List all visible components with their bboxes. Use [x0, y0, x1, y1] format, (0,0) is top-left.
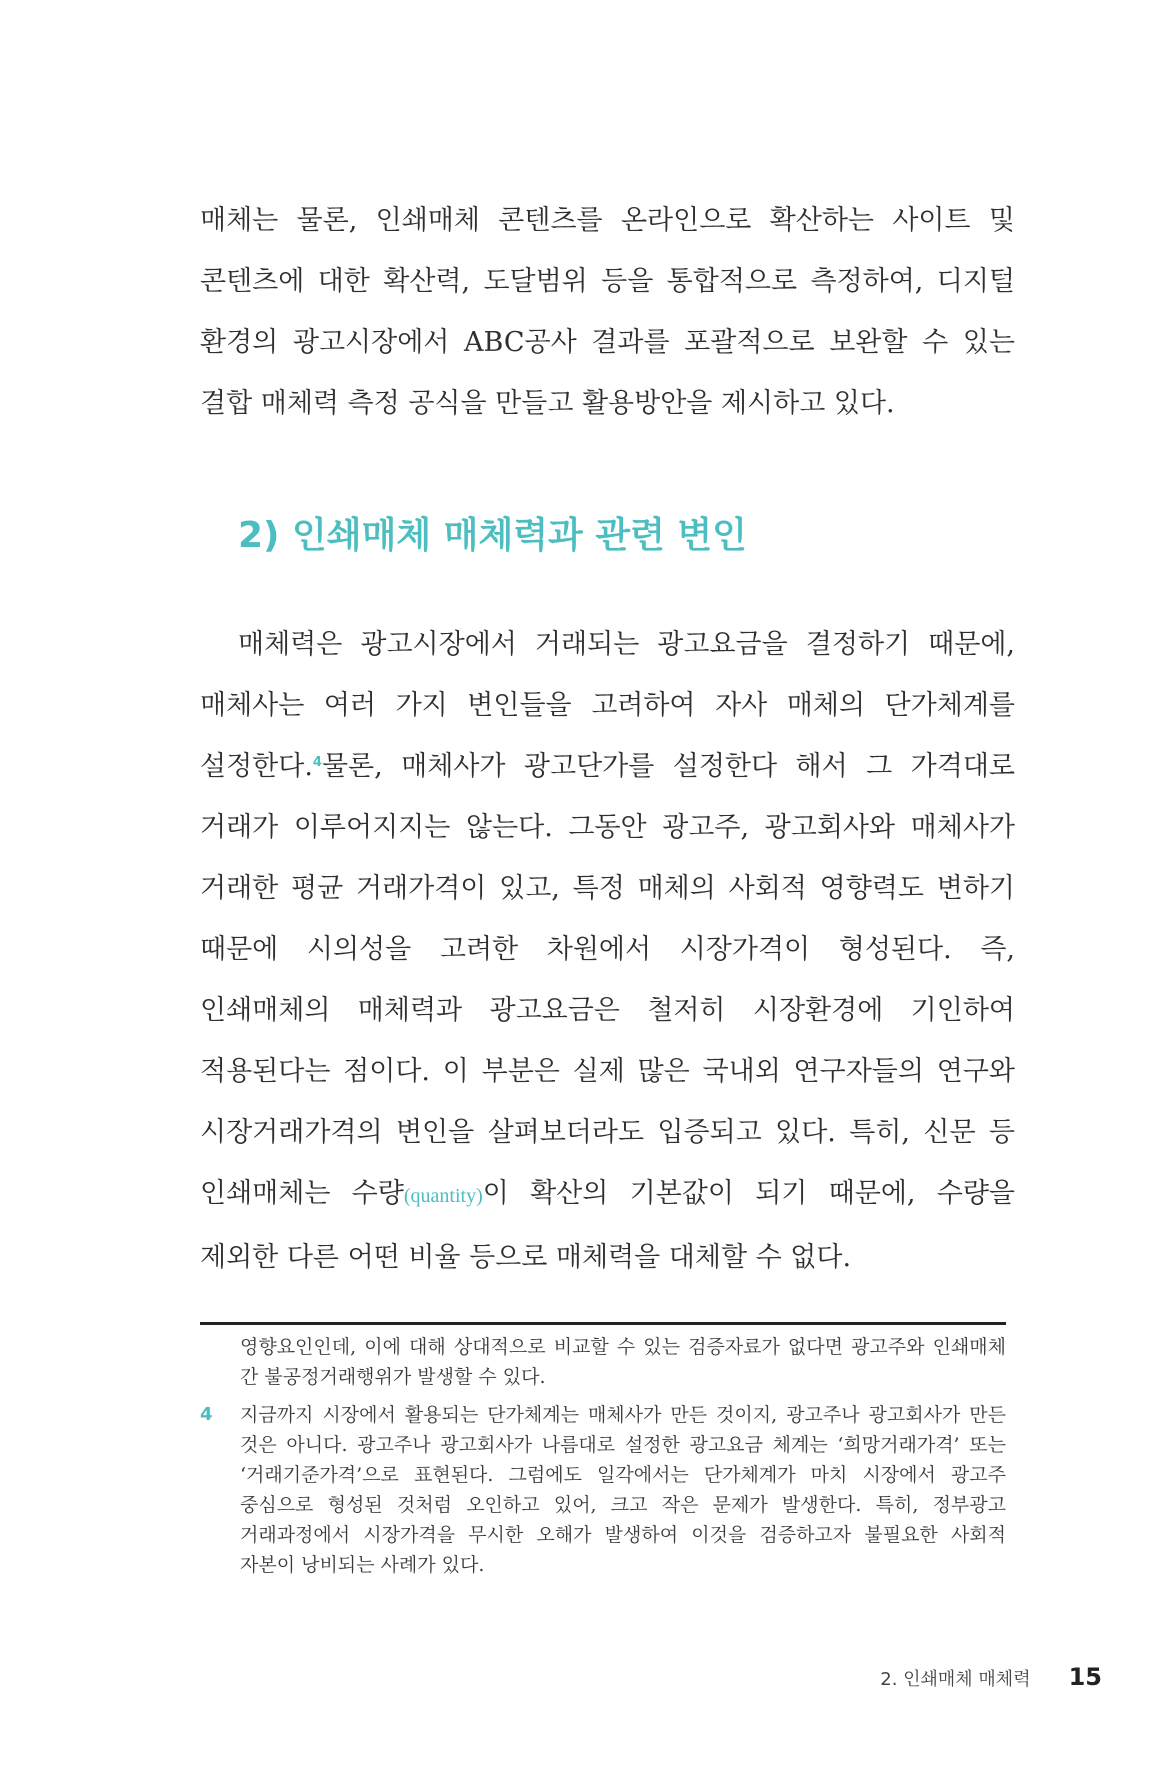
- paragraph-text-part3: 이 확산의 기본값이 되기 때문에, 수량을 제외한 다른 어떤 비율 등으로 매체력을 대체할 수 없다.: [200, 1178, 1016, 1273]
- quantity-annotation: (quantity): [403, 1185, 483, 1207]
- footnote-4: [200, 1400, 1006, 1580]
- footnote-divider: [200, 1322, 1006, 1325]
- footnotes: [200, 1332, 1006, 1580]
- footnote-continued-text: 영향요인인데, 이에 대해 상대적으로 비교할 수 있는 검증자료가 없다면 광고주와 인쇄매체 간 불공정거래행위가 발생할 수 있다.: [240, 1336, 1006, 1388]
- footnote-reference-4[interactable]: 4: [312, 755, 322, 770]
- page-number: 15: [1068, 1663, 1102, 1691]
- intro-paragraph: 매체는 물론, 인쇄매체 콘텐츠를 온라인으로 확산하는 사이트 및 콘텐츠에 대한 확산력, 도달범위 등을 통합적으로 측정하여, 디지털 환경의 광고시장에서 ABC공사 결과를 포괄적으로 보완할 수 있는 결합 매체력 측정 공식을 만들고 활용방안을 제시하고 있다.: [200, 205, 1015, 419]
- main-content: [200, 190, 1015, 1288]
- running-footer: [880, 1663, 1102, 1691]
- footnote-number-empty: [200, 1332, 240, 1392]
- footnote-continued: [200, 1332, 1006, 1392]
- body-paragraph: [200, 614, 1015, 1288]
- paragraph-text-part2: 물론, 매체사가 광고단가를 설정한다 해서 그 가격대로 거래가 이루어지지는 않는다. 그동안 광고주, 광고회사와 매체사가 거래한 평균 거래가격이 있고, 특정 매체의 사회적 영향력도 변하기 때문에 시의성을 고려한 차원에서 시장가격이 형성된다. 즉, 인쇄매체의 매체력과 광고요금은 철저히 시장환경에 기인하여 적용된다는 점이다. 이 부분은 실제 많은 국내외 연구자들의 연구와 시장거래가격의 변인을 살펴보더라도 입증되고 있다. 특히, 신문 등 인쇄매체는 수량: [200, 751, 1015, 1209]
- footer-chapter-title: 2. 인쇄매체 매체력: [880, 1669, 1031, 1690]
- section-heading: 2) 인쇄매체 매체력과 관련 변인: [238, 515, 747, 556]
- footnote-number-4: 4: [200, 1404, 213, 1425]
- paragraph-text-part1: 매체력은 광고시장에서 거래되는 광고요금을 결정하기 때문에, 매체사는 여러 가지 변인들을 고려하여 자사 매체의 단가체계를 설정한다.: [200, 629, 1015, 782]
- footnote-4-text: 지금까지 시장에서 활용되는 단가체계는 매체사가 만든 것이지, 광고주나 광고회사가 만든 것은 아니다. 광고주나 광고회사가 나름대로 설정한 광고요금 체계는 ‘희망거래가격’ 또는 ‘거래기준가격’으로 표현된다. 그럼에도 일각에서는 단가체계가 마치 시장에서 광고주 중심으로 형성된 것처럼 오인하고 있어, 크고 작은 문제가 발생한다. 특히, 정부광고 거래과정에서 시장가격을 무시한 오해가 발생하여 이것을 검증하고자 불필요한 사회적 자본이 낭비되는 사례가 있다.: [240, 1404, 1006, 1576]
